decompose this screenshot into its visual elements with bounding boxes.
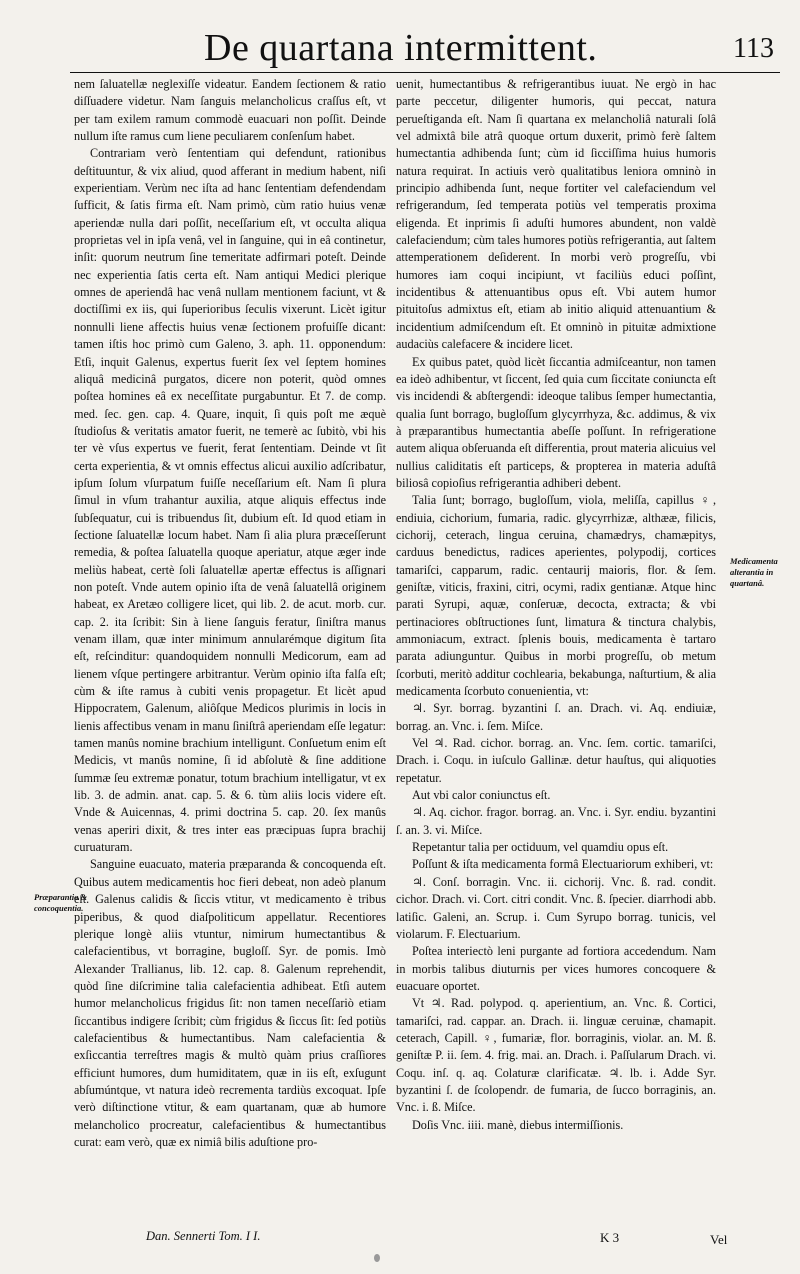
right-paragraph: Vel ♃. Rad. cichor. borrag. an. Vnc. ſem. cortic. tamariſci, Drach. i. Coqu. in iuſculo Gallinæ. detur hauſtus, qui aliquoties repetatur. <box>396 736 716 785</box>
margin-note-left: Præparantia & concoquentia. <box>34 892 88 913</box>
right-paragraph: ♃. Aq. cichor. fragor. borrag. an. Vnc. i. Syr. endiu. byzantini ſ. an. 3. vi. Miſce. <box>396 805 716 837</box>
page-header <box>70 26 780 73</box>
signature-mark: K 3 <box>600 1230 620 1245</box>
right-paragraph: Talia ſunt; borrago, bugloſſum, viola, meliſſa, capillus ♀, endiuia, cichorium, fumaria, radic. glycyrrhizæ, althææ, filicis, cichorij, ceterach, lingua ceruina, chamædrys, chamæpitys, carduus benedictus, radices aperientes, polypodij, cortices tamariſci, capparum, radic. centaurij maioris, flor. & ſem. geniſtæ, viticis, fraxini, citri, ocymi, radix gentianæ. Atque hinc parati Syrupi, aquæ, conſeruæ, decocta, extracta; & vbi pertinaciores obſtructiones ſunt, limatura & tinctura chalybis, ammoniacum, extract. ſplenis bouis, medicamenta è tartaro parata adiunguntur. Quibus in morbi progreſſu, ob metum ſcorbuti, meritò additur cochlearia, bekabunga, naſturtium, & alia medicamenta ſcorbuto conuenientia, vt: <box>396 493 716 699</box>
catchword: Vel <box>710 1232 728 1247</box>
right-paragraph: ♃. Conſ. borragin. Vnc. ii. cichorij. Vnc. ß. rad. condit. cichor. Drach. vi. Cort. citri condit. Vnc. ß. ſpecier. diarrhodi abb. latiſic. Galeni, an. Scrup. i. Cum Syrupo borrag. tunicis, vel violarum. F. Electuarium. <box>396 874 716 941</box>
right-paragraph: uenit, humectantibus & refrigerantibus iuuat. Ne ergò in hac parte peccetur, diligenter humoris, qui peccat, natura perueſtiganda eſt. Nam ſi quartana ex melancholiâ naturali ſolâ vel admixtâ bile atrâ quoque ortum duxerit, primò ferè ſaltem humectantia adhibenda ſunt; cùm id ſicciſſima huius humoris natura requirat. In actiuis verò qualitatibus leniora omninò in principio adhibenda ſunt, neque fortiter vel calefaciendum vel refrigerandum, ſed temperata potiùs vel temperatis proxima eligenda. Et inprimis ſi aduſti humores abundent, non valdè calefaciendum; cùm tales humores potiùs refrigerantia, aut ſaltem attemperationem deſiderent. In morbi verò progreſſu, vbi humores iam coqui incipiunt, vt faciliùs educi poſſint, incidentibus & attenuantibus opus eſt. Vbi autem humor pituitoſus admixtus eſt, etiam ab initio aliquid attenuantium & incidentium admiſcendum eſt. Et omninò in pituitæ admixtione audaciùs calefacere & incidere licet. <box>396 77 716 352</box>
right-paragraph: Vt ♃. Rad. polypod. q. aperientium, an. Vnc. ß. Cortici, tamariſci, rad. cappar. an. Drach. ii. linguæ ceruinæ, chamapit. ceterach, Capill. ♀, fumariæ, flor. borraginis, violar. an. M. ß. geniſtæ P. ii. ſem. 4. frig. mai. an. Drach. i. Paſſularum Drach. vi. Coqu. inſ. q. aq. Colaturæ clarificatæ. ♃. lb. i. Adde Syr. byzantini ſ. de ſcolopendr. de fumaria, de ſucco borraginis, an. Vnc. i. ß. Miſce. <box>396 996 716 1115</box>
right-paragraph: Aut vbi calor coniunctus eſt. <box>412 788 551 803</box>
left-paragraph: Contrariam verò ſententiam qui defendunt, rationibus deſtituuntur, & vix aliud, quod afferant in medium habent, niſi experientiam. Verùm nec iſta ad hanc ſententiam defendendam ſufficit, & ſatis firma eſt. Nam primò, cùm ratio huius venæ aperiendæ nulla dari poſſit, neceſſarium eſt, vt occulta aliqua proprietas vel in ipſa venâ, vel in ſanguine, qui in eâ continetur, inſit: quorum neutrum ſine temeritate adfirmari poteſt. Deinde nec experientia ſatis certa eſt. Nam antiqui Medici plerique omnes de aperiendâ hac venâ nullam mentionem faciunt, vt & doctiſſimi ex iis, qui ſuperioribus ſeculis vixerunt. Licèt igitur nonnulli liene affectis huius venæ ſectionem profuiſſe dicant: tamen iſtis hoc primò cum Galeno, 3. aph. 11. opponendum: Etſi, inquit Galenus, expertus fuerit ſex vel ſeptem homines aliquâ medicinâ purgatos, dicere non poterit, quòd omnes poſtea homines eâ ex neceſſitate purgabuntur. Et 7. de comp. med. ſec. gen. cap. 4. Quare, inquit, ſi quis poſt me æquè ſtudioſus & veritatis amator fuerit, ne temerè ac ſubitò, vbi his ter vè vſus expertus ve fuerit, ferat ſententiam. Deinde vt ſit certa experientia, & vt omnis effectus alicui auxilio adſcribatur, ipſum ſolum vſurpatum fuiſſe neceſſarium eſt. Nam ſi plura ſimul in vſum trahantur auxilia, atque aliquis effectus inde ſubſequatur, cui is tribuendus ſit, dubium eſt. Id quod etiam in ſectione ſaluatellæ locum habet. Nam ſi alia plura præceſſerunt remedia, & poſtea ſaluatella quoque aperiatur, atque æger inde meliùs habeat, certè ſoli ſaluatellæ apertæ effectus is aſſignari non poteſt. Vnde autem opinio iſta de venâ ſaluatellâ originem habeat, ex Aretæo colligere licet, qui lib. 2. de acut. morb. cur. cap. 2. ita ſcribit: Sin à liene ſanguis feratur, ſiniſtra manus venam illam, quæ inter minimum annularémque digitum ſita eſt, reſcinditur: quandoquidem nonnulli Medicorum, eam ad lienem vſque pertingere arbitrantur. Verùm opinio iſta falſa eſt; cùm & iſte ramus à cubiti venis propagetur. Et licèt apud Hippocratem, Galenum, aliôſque Medicos plurimis in locis in lienis affectibus venam in manu ſiniſtrâ aperiendam eſſe legatur: tamen manûs nomine brachium intelligunt. Conſuetum enim eſt Medicis, vt manûs nomine, ſi id abſolutè & ſine additione ſummæ ſeu extremæ ponatur, totum brachium intelligatur, vt ex lib. 3. de admin. anat. cap. 5. & 6. tùm aliis locis videre eſt. Vnde & Auicennas, 4. primi doctrina 5. cap. 20. ſex manûs venas aperiri dixit, & tres inter eas præcipuas ſupra brachij curuaturam. <box>74 146 386 855</box>
right-paragraph: Doſis Vnc. iiii. manè, diebus intermiſſionis. <box>412 1117 624 1132</box>
right-paragraph: Repetantur talia per octiduum, vel quamdiu opus eſt. <box>412 840 669 855</box>
margin-note-right: Medicamenta alterantia in quartanâ. <box>730 556 778 588</box>
left-paragraph: Sanguine euacuato, materia præparanda & concoquenda eſt. Quibus autem medicamentis hoc fieri debeat, non adeò planum eſt. Galenus calidis & ſiccis vtitur, vt medicamento è tribus piperibus, & quod diaſpoliticum appellatur. Recentiores plerique longè aliis vtuntur, nimirum humectantibus & calefacientibus, vt borragine, bugloſſ. Syr. de pomis. Imò Alexander Trallianus, lib. 12. cap. 8. Galenum reprehendit, quòd ſine diſcrimine talia calefacientia adhibeat. Etſi autem humor melancholicus frigidus ſit: non tamen neceſſariò etiam ſiccantibus indigere ſcribit; cùm frigidus & ſiccus ſit: ſed potiùs calefacientibus & humectantibus. Nam calefacientia & exſiccantia terreſtres magis & multò quàm prius craſſiores efficiunt humores, dum humiditatem, quæ in iis eſt, exſugunt abſumúntque, vt natura ideò recrementa tardiùs excoquat. Ipſe verò diſtinctione vtitur, & eam quartanam, quæ ab humore melancholico procreatur, calefacientibus & humectantibus curat: eam verò, quæ ex nimiâ bilis aduſtione pro- <box>74 857 386 1149</box>
left-paragraph: nem ſaluatellæ neglexiſſe videatur. Eandem ſectionem & ratio diſſuadere videtur. Nam ſanguis melancholicus craſſus eſt, vt per tam exilem ramum commodè euacuari non poſſit. Deinde nullum iſte ramus cum liene peculiarem conſenſum habet. <box>74 77 386 144</box>
right-text-column <box>396 76 716 1134</box>
right-paragraph: Ex quibus patet, quòd licèt ſiccantia admiſceantur, non tamen ea ideò adhibentur, vt ſiccent, ſed quia cum ſiccitate coniuncta eſt vis incidendi & abſtergendi: ideoque talibus ſemper humectantia, qualia ſunt borrago, bugloſſum glycyrrhyza, &c. addimus, & vix à præparantibus humectantia abeſſe poſſunt. In refrigeratione autem aliqua obſeruanda eſt differentia, prout materia alicuius vel nullius caliditatis eſt particeps, & propterea in materia aduſtâ biliosâ copioſius refrigerantia adhiberi debent. <box>396 354 716 490</box>
left-text-column <box>74 76 386 1151</box>
running-foot: Dan. Sennerti Tom. I I. <box>146 1229 261 1243</box>
page-number: 113 <box>733 33 774 64</box>
running-title: De quartana intermittent. <box>204 27 598 69</box>
right-paragraph: Poſtea interiectò leni purgante ad fortiora accedendum. Nam in morbis talibus diuturnis per vices humores concoquere & euacuare oportet. <box>396 944 716 993</box>
right-paragraph: ♃. Syr. borrag. byzantini ſ. an. Drach. vi. Aq. endiuiæ, borrag. an. Vnc. i. ſem. Miſce. <box>396 701 716 733</box>
right-paragraph: Poſſunt & iſta medicamenta formâ Electuariorum exhiberi, vt: <box>412 857 714 872</box>
ink-speck <box>374 1254 380 1262</box>
